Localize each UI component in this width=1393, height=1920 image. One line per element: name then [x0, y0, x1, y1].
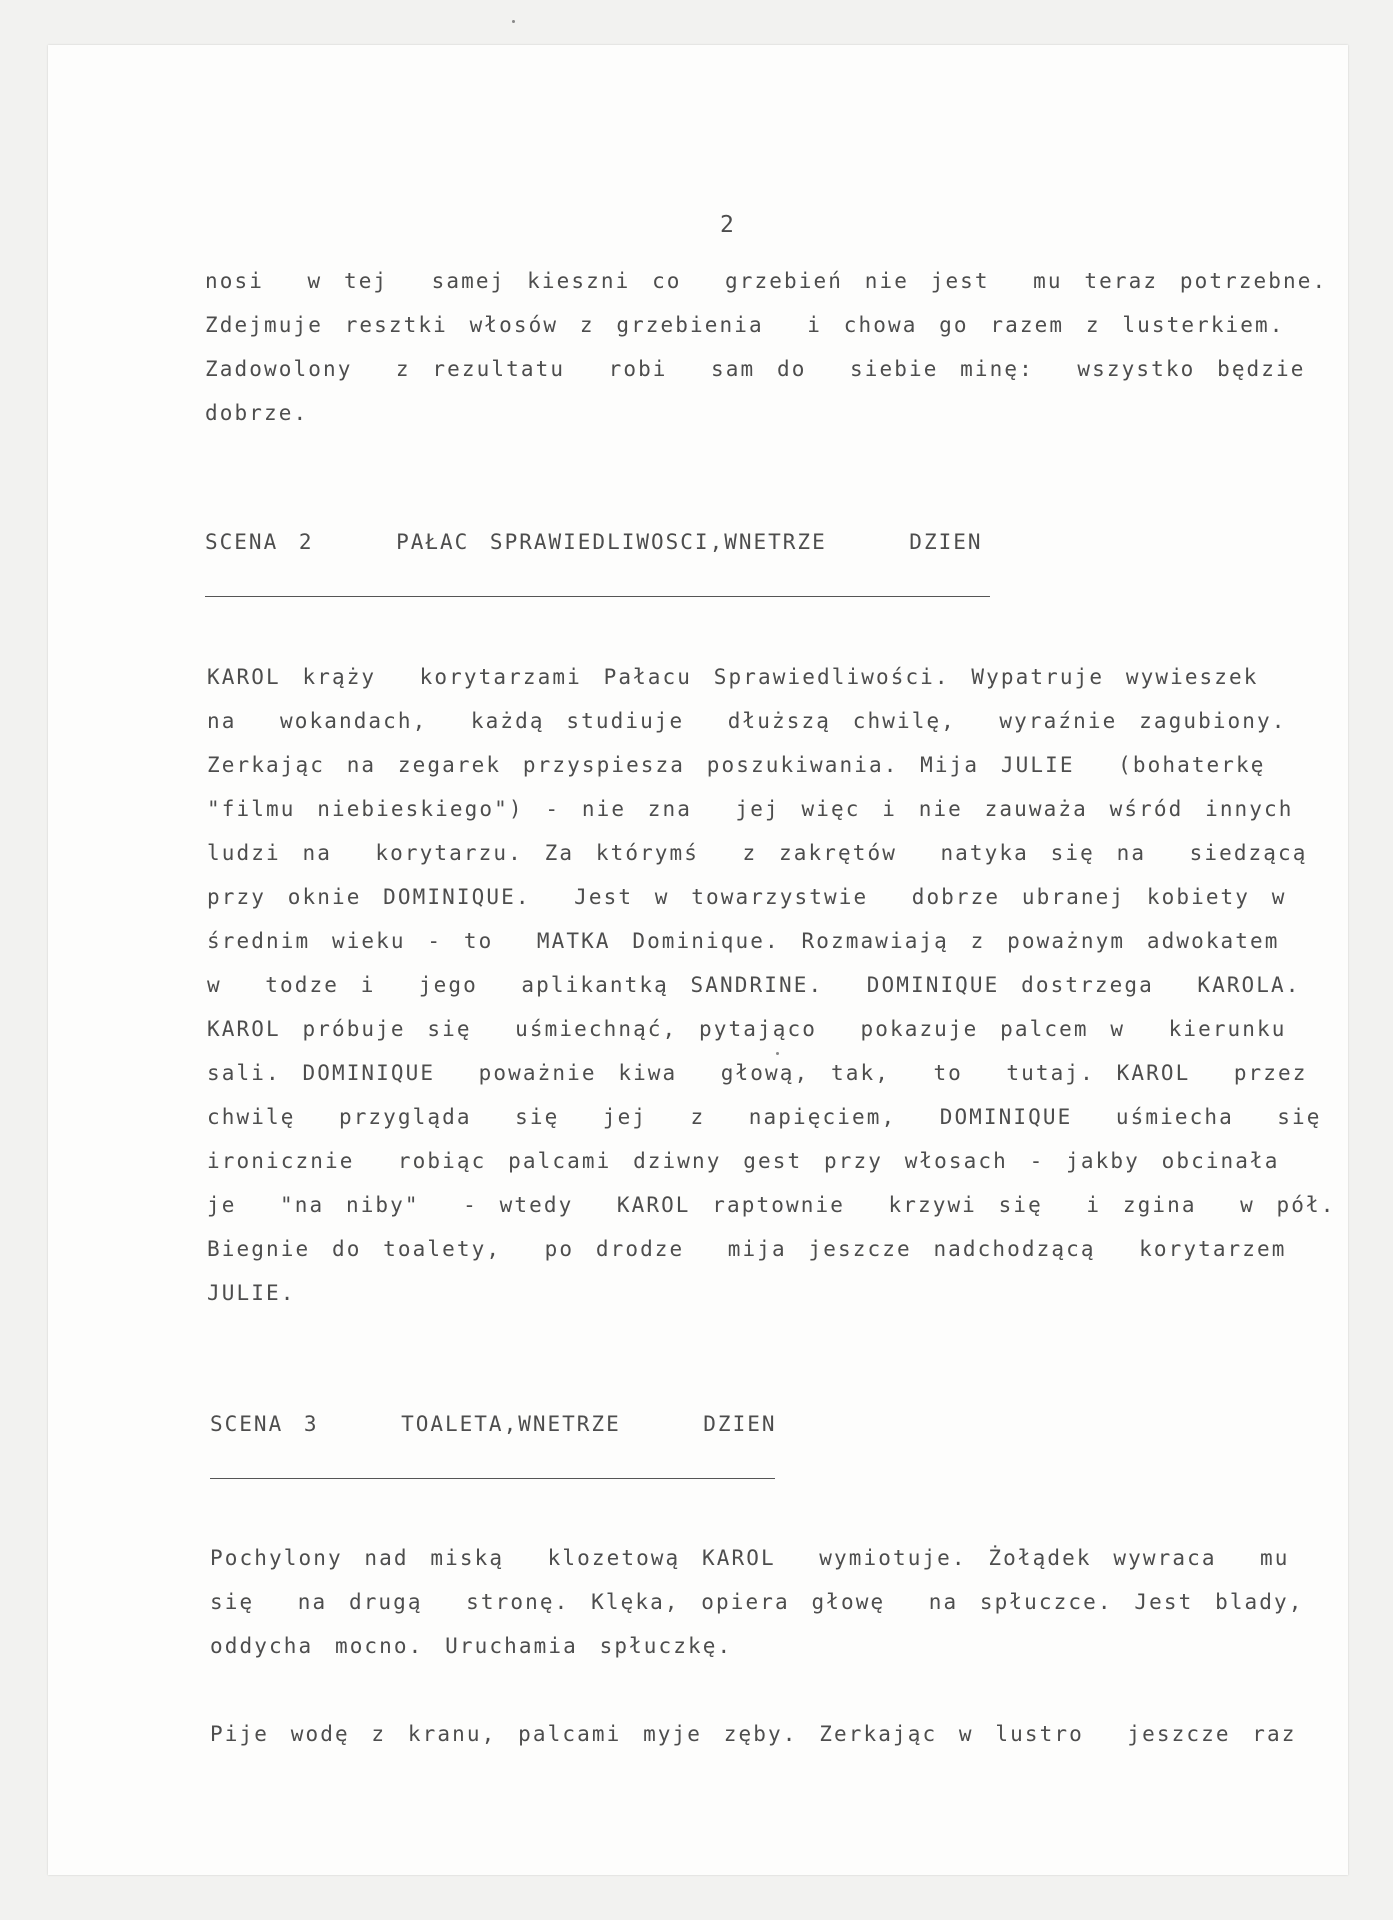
scene-3-heading: SCENA 3 TOALETA,WNETRZE DZIEN	[210, 1412, 777, 1436]
text-line: na wokandach, każdą studiuje dłuższą chwilę, wyraźnie zagubiony.	[207, 709, 1287, 733]
scene-2-heading: SCENA 2 PAŁAC SPRAWIEDLIWOSCI,WNETRZE DZIEN	[205, 530, 983, 554]
text-line: Zerkając na zegarek przyspiesza poszukiwania. Mija JULIE (bohaterkę	[207, 753, 1266, 777]
text-line: KAROL próbuje się uśmiechnąć, pytająco pokazuje palcem w kierunku	[207, 1017, 1287, 1041]
text-line: dobrze.	[205, 401, 309, 425]
text-line: ironicznie robiąc palcami dziwny gest przy włosach - jakby obcinała	[207, 1149, 1280, 1173]
text-line: je "na niby" - wtedy KAROL raptownie krzywi się i zgina w pół.	[207, 1193, 1336, 1217]
scene-2-paragraph	[207, 655, 1336, 1315]
scene-3-paragraph-1	[210, 1536, 1304, 1668]
scene-3-underline	[210, 1478, 775, 1479]
text-line: "filmu niebieskiego") - nie zna jej więc i nie zauważa wśród innych	[207, 797, 1294, 821]
text-line: nosi w tej samej kieszni co grzebień nie jest mu teraz potrzebne.	[205, 269, 1328, 293]
scene-3-paragraph-2	[210, 1712, 1297, 1756]
text-line: sali. DOMINIQUE poważnie kiwa głową, tak, to tutaj. KAROL przez	[207, 1061, 1308, 1085]
text-line: chwilę przygląda się jej z napięciem, DOMINIQUE uśmiecha się	[207, 1105, 1322, 1129]
text-line: przy oknie DOMINIQUE. Jest w towarzystwie dobrze ubranej kobiety w	[207, 885, 1287, 909]
text-line: oddycha mocno. Uruchamia spłuczkę.	[210, 1634, 733, 1658]
text-line: ludzi na korytarzu. Za którymś z zakrętów natyka się na siedzącą	[207, 841, 1308, 865]
speck-mark	[512, 20, 515, 23]
text-line: Zdejmuje resztki włosów z grzebienia i chowa go razem z lusterkiem.	[205, 313, 1285, 337]
paragraph-intro	[205, 259, 1327, 435]
text-line: Pije wodę z kranu, palcami myje zęby. Zerkając w lustro jeszcze raz	[210, 1722, 1297, 1746]
text-line: Biegnie do toalety, po drodze mija jeszcze nadchodzącą korytarzem	[207, 1237, 1287, 1261]
scene-2-underline	[205, 596, 990, 597]
text-line: Zadowolony z rezultatu robi sam do siebie minę: wszystko będzie	[205, 357, 1306, 381]
text-line: średnim wieku - to MATKA Dominique. Rozmawiają z poważnym adwokatem	[207, 929, 1280, 953]
text-line: KAROL krąży korytarzami Pałacu Sprawiedliwości. Wypatruje wywieszek	[207, 665, 1259, 689]
text-line: w todze i jego aplikantką SANDRINE. DOMINIQUE dostrzega KAROLA.	[207, 973, 1301, 997]
text-line: JULIE.	[207, 1281, 296, 1305]
text-line: się na drugą stronę. Klęka, opiera głowę na spłuczce. Jest blady,	[210, 1590, 1304, 1614]
text-line: Pochylony nad miską klozetową KAROL wymiotuje. Żołądek wywraca mu	[210, 1546, 1290, 1570]
page-number: 2	[720, 212, 735, 238]
